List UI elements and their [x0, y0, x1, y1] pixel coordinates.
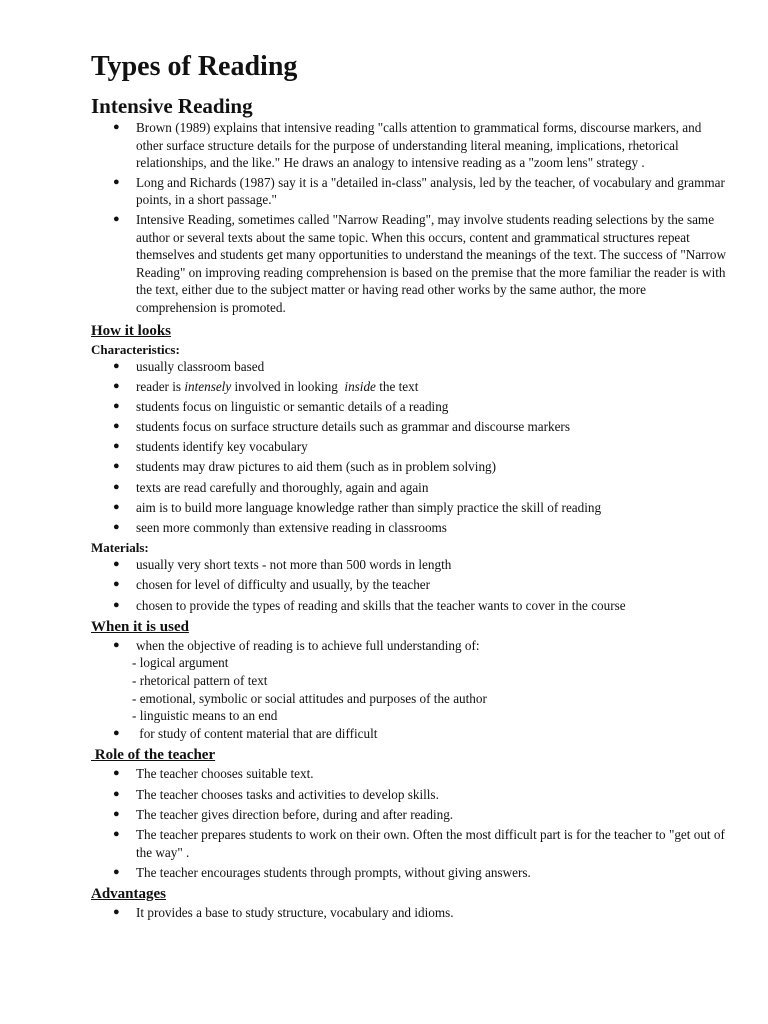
- bullet-icon: ●: [113, 440, 120, 453]
- bullet-icon: ●: [113, 598, 120, 611]
- list-item: [91, 597, 728, 615]
- bullet-icon: ●: [113, 399, 120, 412]
- list-item-text: The teacher encourages students through prompts, without giving answers.: [136, 864, 531, 880]
- bullet-icon: ●: [113, 212, 120, 225]
- list-item: [91, 904, 728, 922]
- subheading-how-it-looks: How it looks: [91, 322, 172, 339]
- characteristics-list: [91, 358, 728, 537]
- intro-bullet-list: [91, 119, 728, 317]
- list-item-text: Brown (1989) explains that intensive reading "calls attention to grammatical forms, discourse markers, and other surface structure details for the purpose of understanding literal meaning, implications, rhetorical relationships, and the like." He draws an analogy to intensive reading as a "zoom lens" strategy .: [136, 120, 702, 171]
- advantages-list: [91, 904, 728, 922]
- bullet-icon: ●: [113, 175, 120, 188]
- list-item: [91, 637, 728, 655]
- list-item-text: students identify key vocabulary: [136, 439, 308, 455]
- label-materials: Materials:: [91, 540, 149, 556]
- list-item: [91, 806, 728, 824]
- list-item-text: when the objective of reading is to achieve full understanding of:: [136, 637, 480, 653]
- sub-list-item: - rhetorical pattern of text: [132, 672, 268, 688]
- bullet-icon: ●: [113, 578, 120, 591]
- list-item-text: aim is to build more language knowledge rather than simply practice the skill of reading: [136, 499, 602, 515]
- sub-list-item: - linguistic means to an end: [132, 708, 278, 724]
- list-item: [91, 556, 728, 574]
- bullet-icon: ●: [113, 807, 120, 820]
- bullet-icon: ●: [113, 379, 120, 392]
- bullet-icon: ●: [113, 787, 120, 800]
- list-item-text: students focus on surface structure details such as grammar and discourse markers: [136, 419, 570, 435]
- list-item: [91, 418, 728, 436]
- bullet-icon: ●: [113, 827, 120, 840]
- list-item-text: seen more commonly than extensive reading in classrooms: [136, 520, 447, 536]
- list-item: [91, 725, 728, 743]
- emphasis-text: inside: [344, 378, 376, 394]
- subheading-role-of-teacher: Role of the teacher: [91, 747, 216, 764]
- list-item: [91, 864, 728, 882]
- list-item: [91, 765, 728, 783]
- subheading-when-it-is-used: When it is used: [91, 618, 189, 635]
- list-item: [91, 499, 728, 517]
- list-item-text-mid: involved in looking: [231, 378, 345, 394]
- bullet-icon: ●: [113, 521, 120, 534]
- section-heading-intensive-reading: Intensive Reading: [91, 94, 253, 118]
- list-item: [91, 378, 728, 396]
- bullet-icon: ●: [113, 420, 120, 433]
- list-item-text: students may draw pictures to aid them (such as in problem solving): [136, 459, 497, 475]
- list-item-text: The teacher chooses tasks and activities to develop skills.: [136, 786, 439, 802]
- list-item: [91, 479, 728, 497]
- bullet-icon: ●: [113, 558, 120, 571]
- list-item: [91, 519, 728, 537]
- list-item: [91, 786, 728, 804]
- sub-list-item: - logical argument: [132, 655, 229, 671]
- list-item-text: Intensive Reading, sometimes called "Narrow Reading", may involve students reading selections by the same author or several texts about the same topic. When this occurs, content and grammatical structures repeat themselves and students get many opportunities to understand the meanings of the text. The success of "Narrow Reading" on improving reading comprehension is based on the premise that the more familiar the reader is with the text, either due to the subject matter or having read other works by the same author, the more comprehension is promoted.: [136, 211, 727, 315]
- list-item-text: chosen for level of difficulty and usually, by the teacher: [136, 577, 431, 593]
- bullet-icon: ●: [113, 638, 120, 651]
- list-item: [91, 576, 728, 594]
- list-item-text-pre: reader is: [136, 378, 185, 394]
- sub-list-item: - emotional, symbolic or social attitudes and purposes of the author: [132, 690, 487, 706]
- bullet-icon: ●: [113, 359, 120, 372]
- list-item-text: students focus on linguistic or semantic details of a reading: [136, 398, 449, 414]
- list-item-text: The teacher chooses suitable text.: [136, 766, 314, 782]
- bullet-icon: ●: [113, 480, 120, 493]
- list-item: [91, 119, 728, 172]
- bullet-icon: ●: [113, 500, 120, 513]
- role-of-teacher-list: [91, 765, 728, 881]
- when-used-sub-list: [91, 654, 728, 724]
- bullet-icon: ●: [113, 121, 120, 133]
- list-item: [91, 438, 728, 456]
- bullet-icon: ●: [113, 865, 120, 878]
- list-item: [91, 174, 728, 209]
- list-item: [91, 211, 728, 317]
- label-characteristics: Characteristics:: [91, 341, 180, 357]
- list-item-text: texts are read carefully and thoroughly, again and again: [136, 479, 429, 495]
- list-item-text-post: the text: [375, 378, 419, 394]
- when-used-list: [91, 637, 728, 655]
- list-item: [91, 458, 728, 476]
- subheading-advantages: Advantages: [91, 885, 167, 902]
- bullet-icon: ●: [113, 905, 120, 918]
- bullet-icon: ●: [113, 460, 120, 473]
- list-item-text: usually classroom based: [136, 358, 265, 374]
- list-item: [91, 398, 728, 416]
- bullet-icon: ●: [113, 767, 120, 780]
- when-used-list-2: [91, 725, 728, 743]
- list-item-text: It provides a base to study structure, vocabulary and idioms.: [136, 904, 454, 920]
- list-item: [91, 826, 728, 861]
- list-item-text: The teacher gives direction before, during and after reading.: [136, 806, 454, 822]
- materials-list: [91, 556, 728, 614]
- emphasis-text: intensely: [184, 378, 232, 394]
- bullet-icon: ●: [113, 726, 120, 739]
- list-item-text: usually very short texts - not more than 500 words in length: [136, 557, 452, 573]
- list-item: [91, 358, 728, 376]
- list-item-text: for study of content material that are difficult: [136, 725, 378, 741]
- list-item-text: chosen to provide the types of reading and skills that the teacher wants to cover in the course: [136, 597, 626, 613]
- list-item-text: Long and Richards (1987) say it is a "detailed in-class" analysis, led by the teacher, of vocabulary and grammar points, in a short passage.": [136, 174, 725, 208]
- page-title: Types of Reading: [91, 51, 298, 82]
- list-item-text: The teacher prepares students to work on their own. Often the most difficult part is for the teacher to "get out of the way" .: [136, 826, 725, 860]
